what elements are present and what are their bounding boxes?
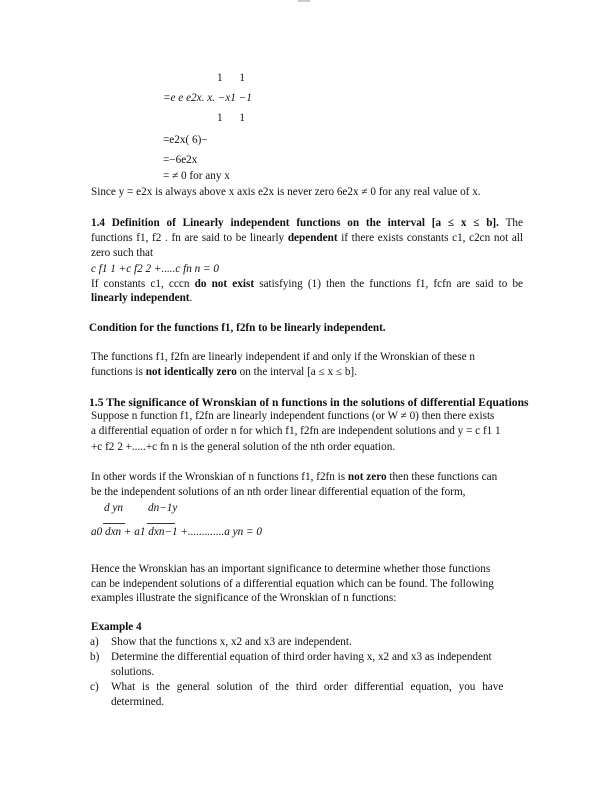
paragraph-line: The functions f1, f2fn are linearly independent if and only if the Wronskian of these n	[91, 351, 475, 363]
matrix-bottom-row	[217, 112, 245, 125]
text: then these functions can	[389, 471, 498, 483]
dependence-equation: c f1 1 +c f2 2 +.....c fn n = 0	[91, 263, 219, 275]
fraction-bar	[147, 523, 175, 524]
matrix-top-row	[217, 72, 245, 85]
emphasis: linearly independent	[91, 292, 190, 304]
derivation-line-2: =e2x( 6)−	[163, 134, 208, 146]
paragraph-line	[91, 278, 523, 291]
paragraph-line: zero such that	[91, 247, 154, 259]
text: The	[505, 217, 523, 229]
matrix-cell: 1	[217, 72, 223, 84]
item-text: Show that the functions x, x2 and x3 are independent.	[111, 636, 352, 648]
paragraph-line	[91, 366, 357, 379]
text: if there exists constants c1, c2cn not all	[341, 232, 524, 244]
emphasis: not identically zero	[145, 366, 237, 378]
example-item-b-continued: solutions.	[111, 666, 155, 678]
item-text: Determine the differential equation of third order having x, x2 and x3 as independent	[111, 651, 492, 663]
example-item-b	[90, 651, 492, 664]
equation-numerator-1: d yn	[104, 502, 123, 514]
example-item-c	[90, 681, 503, 694]
paragraph-line: be the independent solutions of an nth order linear differential equation of the form,	[91, 486, 466, 498]
derivation-line-1: =e e e2x. x. −x1 −1	[163, 92, 252, 104]
condition-heading: Condition for the functions f1, f2fn to be linearly independent.	[89, 322, 386, 334]
section-heading: 1.4 Definition of Linearly independent functions on the interval [a ≤ x ≤ b].	[91, 217, 499, 229]
paragraph-line: a differential equation of order n for which f1, f2fn are independent solutions and y = c f1 1	[91, 425, 501, 437]
emphasis: do not exist	[194, 278, 255, 290]
item-label: a)	[90, 636, 99, 648]
differential-equation: a0 dxn + a1 dxn−1 +.............a yn = 0	[91, 526, 262, 538]
section-1-4-heading-line	[91, 217, 523, 230]
example-item-c-continued: determined.	[111, 696, 165, 708]
derivation-line-3: =−6e2x	[163, 154, 198, 166]
example-title: Example 4	[91, 621, 142, 633]
emphasis: not zero	[347, 471, 387, 483]
paragraph-line	[91, 471, 497, 484]
text: functions f1, f2 . fn are said to be linearly	[91, 232, 285, 244]
derivation-line-4: = ≠ 0 for any x	[163, 170, 230, 182]
fraction-bar	[103, 523, 125, 524]
text: If constants c1, cccn	[91, 278, 190, 290]
text: .	[189, 292, 193, 304]
section-1-5-heading: 1.5 The significance of Wronskian of n functions in the solutions of differential Equations	[89, 396, 529, 409]
emphasis: dependent	[287, 232, 338, 244]
item-label: b)	[90, 651, 100, 663]
text: on the interval [a ≤ x ≤ b].	[239, 366, 357, 378]
paragraph-line	[91, 292, 192, 305]
item-text: What is the general solution of the third order differential equation, you have	[111, 681, 504, 693]
equation-numerator-2: dn−1y	[148, 502, 178, 514]
matrix-cell: 1	[239, 112, 245, 124]
paragraph-line: Suppose n function f1, f2fn are linearly independent functions (or W ≠ 0) then there exists	[91, 410, 495, 422]
text: functions is	[91, 366, 143, 378]
example-item-a	[90, 636, 352, 649]
page-top-marker	[298, 0, 310, 2]
paragraph-line	[91, 232, 523, 245]
paragraph-line: examples illustrate the significance of the Wronskian of n functions:	[91, 592, 397, 604]
matrix-cell: 1	[217, 112, 223, 124]
paragraph-line: +c f2 2 +.....+c fn n is the general solution of the nth order equation.	[91, 441, 396, 453]
text: satisfying (1) then the functions f1, fcfn are said to be	[259, 278, 524, 290]
paragraph-line: Hence the Wronskian has an important significance to determine whether those functions	[91, 563, 491, 575]
matrix-cell: 1	[239, 72, 245, 84]
paragraph-line: can be independent solutions of a differential equation which can be found. The following	[91, 578, 494, 590]
text: In other words if the Wronskian of n functions f1, f2fn is	[91, 471, 346, 483]
since-statement: Since y = e2x is always above x axis e2x is never zero 6e2x ≠ 0 for any real value of x.	[91, 186, 481, 198]
item-label: c)	[90, 681, 99, 693]
